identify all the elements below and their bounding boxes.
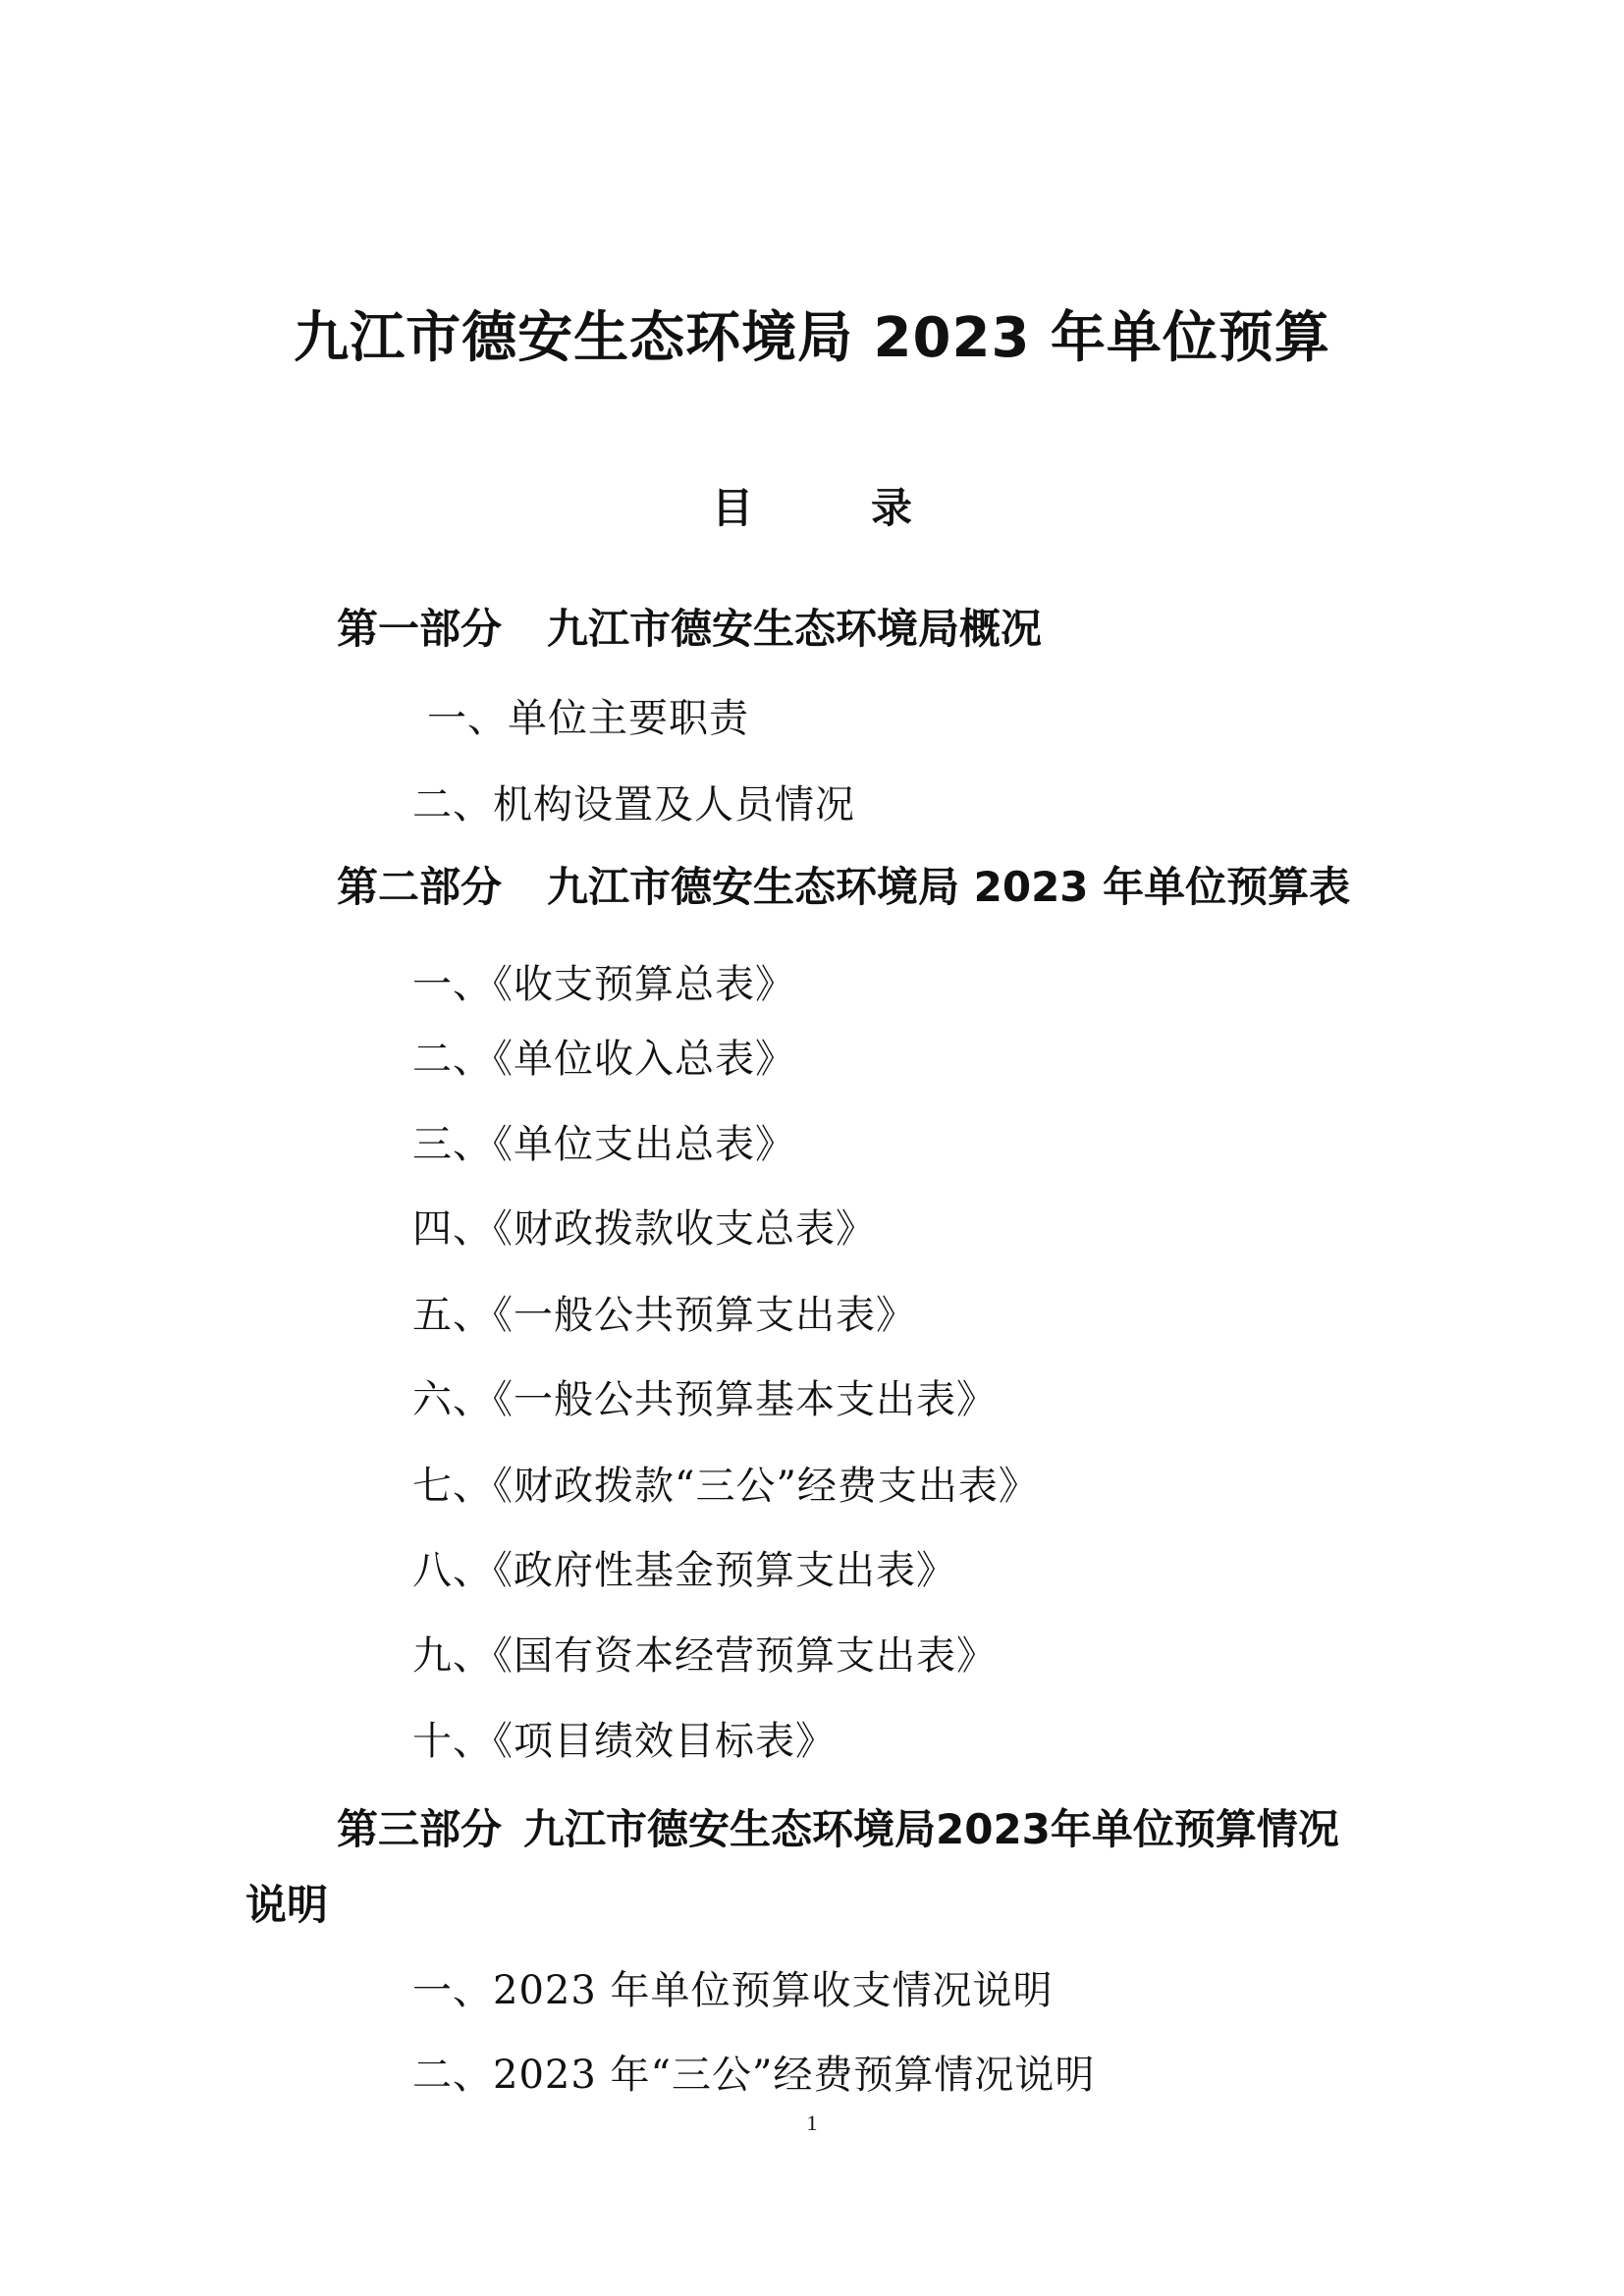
toc-item[interactable]: 九、《国有资本经营预算支出表》 bbox=[412, 1633, 997, 1679]
toc-heading bbox=[0, 476, 1624, 535]
toc-part-1[interactable] bbox=[337, 605, 1043, 653]
toc-item[interactable]: 一、单位主要职责 bbox=[427, 696, 749, 741]
toc-part-2[interactable] bbox=[337, 863, 1351, 911]
toc-part-1-label: 第一部分 bbox=[337, 605, 503, 653]
toc-item[interactable]: 二、机构设置及人员情况 bbox=[412, 782, 855, 828]
toc-item[interactable]: 六、《一般公共预算基本支出表》 bbox=[412, 1377, 997, 1422]
toc-item[interactable]: 七、《财政拨款“三公”经费支出表》 bbox=[412, 1464, 1039, 1509]
toc-part-3[interactable] bbox=[337, 1805, 1339, 1853]
toc-part-3-text: 九江市德安生态环境局2023年单位预算情况 bbox=[523, 1805, 1339, 1853]
toc-item[interactable]: 三、《单位支出总表》 bbox=[412, 1122, 795, 1167]
toc-item[interactable]: 二、《单位收入总表》 bbox=[412, 1037, 795, 1082]
toc-heading-char-2: 录 bbox=[871, 484, 913, 532]
toc-item[interactable]: 五、《一般公共预算支出表》 bbox=[412, 1293, 916, 1338]
toc-item[interactable]: 十、《项目绩效目标表》 bbox=[412, 1719, 836, 1764]
toc-item[interactable]: 四、《财政拨款收支总表》 bbox=[412, 1206, 876, 1252]
document-title: 九江市德安生态环境局 2023 年单位预算 bbox=[294, 306, 1330, 370]
toc-item[interactable]: 一、《收支预算总表》 bbox=[412, 962, 795, 1007]
toc-part-3-label: 第三部分 bbox=[337, 1805, 503, 1853]
toc-item[interactable]: 八、《政府性基金预算支出表》 bbox=[412, 1548, 956, 1593]
toc-part-2-text: 九江市德安生态环境局 2023 年单位预算表 bbox=[547, 863, 1351, 911]
toc-part-1-text: 九江市德安生态环境局概况 bbox=[547, 605, 1043, 653]
toc-part-2-label: 第二部分 bbox=[337, 863, 503, 911]
toc-part-3-text-continued: 说明 bbox=[245, 1881, 329, 1929]
toc-item[interactable]: 二、2023 年“三公”经费预算情况说明 bbox=[412, 2053, 1096, 2098]
toc-heading-char-1: 目 bbox=[711, 484, 753, 532]
page-number: 1 bbox=[806, 2110, 818, 2135]
toc-item[interactable]: 一、2023 年单位预算收支情况说明 bbox=[412, 1968, 1054, 2013]
